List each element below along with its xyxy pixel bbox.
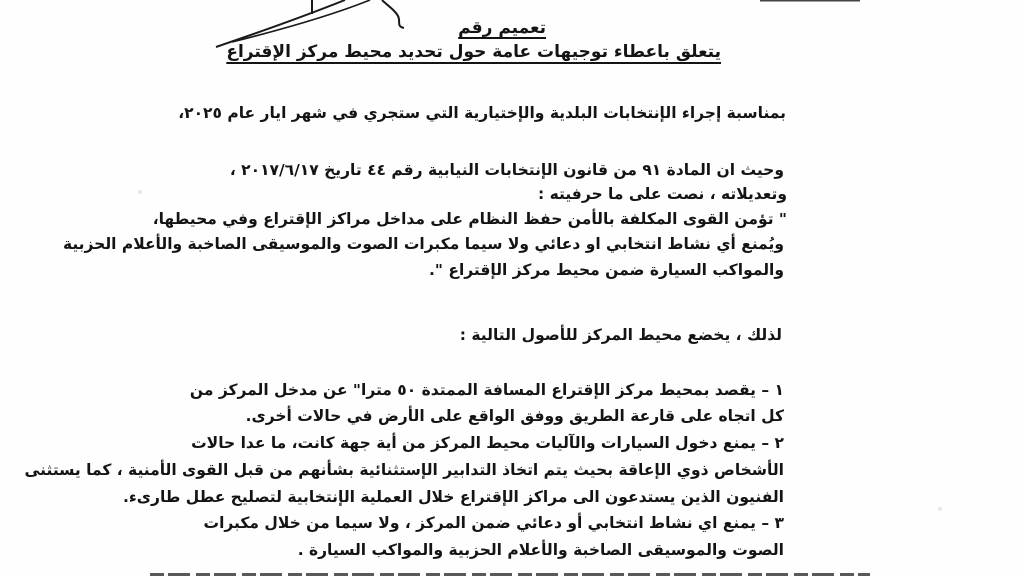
- quoted-article-line-1: " تؤمن القوى المكلفة بالأمن حفظ النظام على مداخل مراكز الإقتراع وفي محيطها،: [152, 210, 787, 228]
- circular-title: تعميم رقم: [458, 18, 546, 38]
- scan-speck: [138, 190, 142, 194]
- rule-2-line-3: الفنيون الذين يستدعون الى مراكز الإقتراع خلال العملية الإنتخابية لتصليح عطل طارىء.: [123, 488, 784, 506]
- handwritten-signature-icon: [0, 0, 1024, 80]
- rule-1-line-2: كل اتجاه على قارعة الطريق ووفق الواقع على الأرض في حالات أخرى.: [245, 407, 784, 425]
- whereas-line-1: وحيث ان المادة ٩١ من قانون الإنتخابات النيابية رقم ٤٤ تاريخ ٢٠١٧/٦/١٧ ،: [229, 161, 784, 179]
- cut-off-text-line: [150, 568, 870, 576]
- rule-2-line-1: ٢ – يمنع دخول السيارات والآليات محيط المركز من أية جهة كانت، ما عدا حالات: [191, 434, 784, 452]
- whereas-line-2: وتعديلاته ، نصت على ما حرفيته :: [538, 185, 787, 203]
- quoted-article-line-2: ويُمنع أي نشاط انتخابي او دعائي ولا سيما مكبرات الصوت والموسيقى الصاخبة والأعلام الحزبية: [62, 235, 784, 253]
- quoted-article-line-3: والمواكب السيارة ضمن محيط مركز الإقتراع ".: [429, 261, 784, 279]
- circular-subtitle: يتعلق باعطاء توجيهات عامة حول تحديد محيط مركز الإقتراع: [226, 42, 721, 62]
- therefore-paragraph: لذلك ، يخضع محيط المركز للأصول التالية :: [459, 326, 782, 344]
- rule-3-line-2: الصوت والموسيقى الصاخبة والأعلام الحزبية والمواكب السيارة .: [297, 541, 784, 559]
- rule-1-line-1: ١ – يقصد بمحيط مركز الإقتراع المسافة الممتدة ٥٠ مترا" عن مدخل المركز من: [189, 381, 784, 399]
- scan-speck: [938, 507, 942, 511]
- intro-paragraph: بمناسبة إجراء الإنتخابات البلدية والإختيارية التي ستجري في شهر ايار عام ٢٠٢٥،: [178, 104, 786, 122]
- rule-2-line-2: الأشخاص ذوي الإعاقة بحيث يتم اتخاذ التدابير الإستثنائية بشأنهم من قبل القوى الأمنية ، كما يستثنى: [24, 461, 784, 479]
- rule-3-line-1: ٣ – يمنع اي نشاط انتخابي أو دعائي ضمن المركز ، ولا سيما من خلال مكبرات: [203, 514, 784, 532]
